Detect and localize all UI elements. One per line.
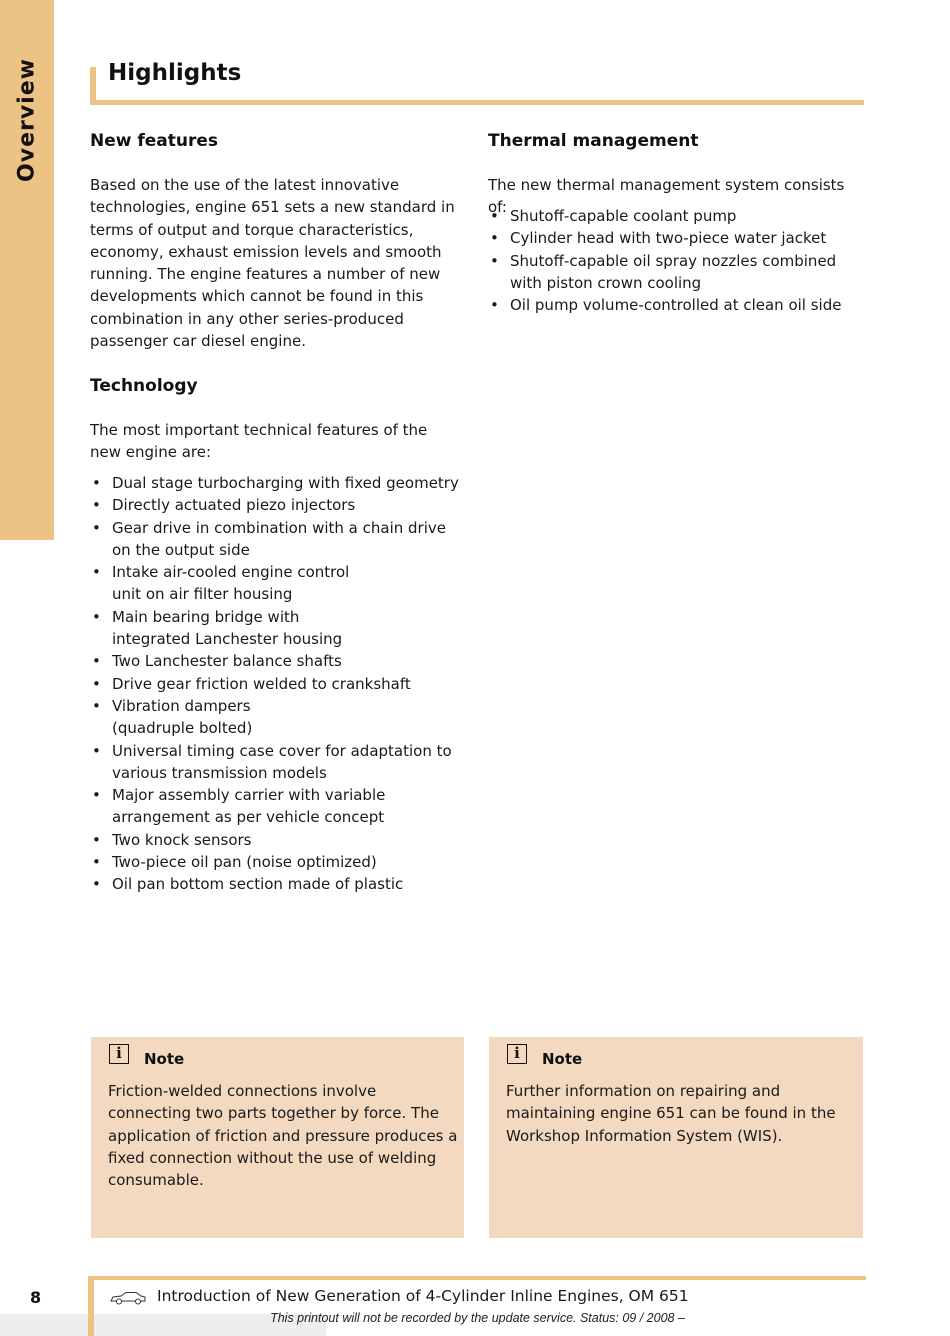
footer-update-note: This printout will not be recorded by the update service. Status: 09 / 2008 – [270,1311,685,1325]
list-item: • Two knock sensors [89,829,467,851]
thermal-management-list [487,205,855,316]
side-tab [0,0,54,540]
note-text: Further information on repairing and maintaining engine 651 can be found in the Workshop Information System (WIS). [506,1082,836,1145]
list-item: • Main bearing bridge with integrated Lanchester housing [89,606,467,651]
list-item: • Universal timing case cover for adaptation to various transmission models [89,740,467,785]
list-item: • Shutoff-capable oil spray nozzles combined with piston crown cooling [487,250,855,295]
page-title: Highlights [108,60,242,86]
footer-title: Introduction of New Generation of 4-Cylinder Inline Engines, OM 651 [157,1287,689,1305]
technology-list [89,472,467,896]
list-item: • Intake air-cooled engine control unit on air filter housing [89,561,467,606]
note-box-wis [489,1037,863,1238]
info-icon: i [507,1044,527,1064]
thermal-management-intro: The new thermal management system consists of: [488,176,845,217]
list-item: • Gear drive in combination with a chain drive on the output side [89,517,467,562]
list-item: • Major assembly carrier with variable arrangement as per vehicle concept [89,784,467,829]
note-box-friction-welding [91,1037,464,1238]
page-number: 8 [30,1288,42,1307]
list-item: • Two Lanchester balance shafts [89,650,467,672]
list-item: • Shutoff-capable coolant pump [487,205,855,227]
thermal-management-title: Thermal management [488,131,699,151]
technology-intro: The most important technical features of the new engine are: [90,421,428,462]
note-title: Note [144,1050,185,1068]
car-icon [110,1291,146,1305]
list-item: • Two-piece oil pan (noise optimized) [89,851,467,873]
header-accent-bar [90,67,96,104]
new-features-title: New features [90,131,219,151]
list-item: • Oil pump volume-controlled at clean oil side [487,294,855,316]
info-icon: i [109,1044,129,1064]
footer-accent-bar [88,1276,94,1336]
header-rule [90,100,864,105]
list-item: • Oil pan bottom section made of plastic [89,873,467,895]
technology-title: Technology [90,376,198,396]
note-text: Friction-welded connections involve connecting two parts together by force. The application of friction and pressure produces a fixed connection without the use of welding consumable. [108,1082,458,1190]
side-tab-label: Overview [14,58,40,182]
list-item: • Directly actuated piezo injectors [89,494,467,516]
footer-rule [88,1276,866,1280]
list-item: • Cylinder head with two-piece water jacket [487,227,855,249]
list-item: • Drive gear friction welded to crankshaft [89,673,467,695]
note-title: Note [542,1050,583,1068]
new-features-body: Based on the use of the latest innovative technologies, engine 651 sets a new standard in terms of output and torque characteristics, economy, exhaust emission levels and smooth running. The engine features a number of new developments which cannot be found in this combination in any other series-produced passenger car diesel engine. [90,176,455,351]
list-item: • Dual stage turbocharging with fixed geometry [89,472,467,494]
list-item: • Vibration dampers (quadruple bolted) [89,695,467,740]
